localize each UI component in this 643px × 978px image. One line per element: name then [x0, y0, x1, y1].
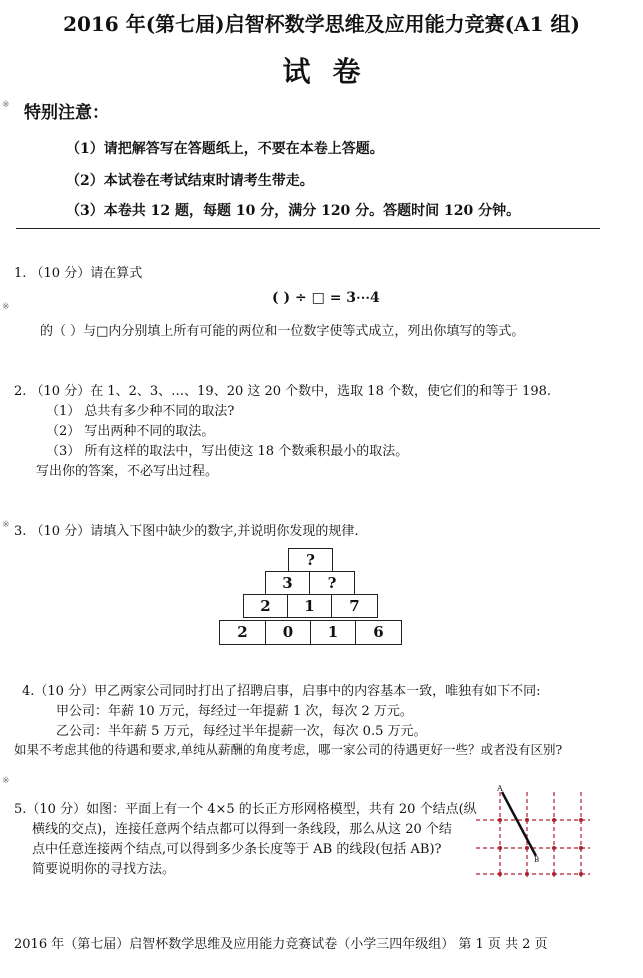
- q1-formula: ( ) ÷ □ = 3⋯4: [272, 290, 380, 306]
- grid-node: [552, 872, 556, 876]
- pyramid-cell: 3: [265, 571, 310, 595]
- pyramid-cell: 2: [219, 620, 266, 645]
- q1-text: 1. （10 分）请在算式: [14, 266, 143, 281]
- margin-mark: ※: [2, 776, 10, 786]
- q2-sub-3: （3） 所有这样的取法中，写出使这 18 个数乘积最小的取法。: [46, 444, 409, 459]
- grid-node: [498, 846, 502, 850]
- q2-sub-1: （1） 总共有多少种不同的取法?: [46, 404, 235, 419]
- q3-text: 3. （10 分）请填入下图中缺少的数字,并说明你发现的规律.: [14, 524, 359, 539]
- grid-node: [552, 818, 556, 822]
- pyramid-cell: ?: [288, 548, 333, 572]
- pyramid-cell: ?: [309, 571, 355, 595]
- grid-node: [498, 872, 502, 876]
- notice-title: 特别注意：: [24, 103, 109, 123]
- grid-node: [525, 872, 529, 876]
- q1-text-2: 的（ ）与□内分别填上所有可能的两位和一位数字使等式成立，列出你填写的等式。: [40, 324, 525, 339]
- pyramid-cell: 1: [310, 620, 356, 645]
- q4-question: 如果不考虑其他的待遇和要求,单纯从薪酬的角度考虑，哪一家公司的待遇更好一些？或者没有区别?: [14, 742, 563, 757]
- q4-company-b: 乙公司：半年薪 5 万元，每经过半年提薪一次，每次 0.5 万元。: [56, 724, 427, 739]
- q4-text: 4.（10 分）甲乙两家公司同时打出了招聘启事，启事中的内容基本一致，唯独有如下不同:: [22, 684, 541, 699]
- exam-subtitle: 试卷: [282, 55, 383, 88]
- notice-item-1: （1）请把解答写在答题纸上，不要在本卷上答题。: [66, 141, 384, 157]
- label-b: B: [534, 856, 540, 864]
- q5-text-2: 横线的交点)，连接任意两个结点都可以得到一条线段，那么从这 20 个结: [32, 822, 452, 837]
- margin-mark: ※: [2, 520, 10, 530]
- pyramid-cell: 2: [243, 594, 288, 618]
- q2-text: 2. （10 分）在 1、2、3、…、19、20 这 20 个数中，选取 18 个数，使它们的和等于 198.: [14, 384, 552, 399]
- pyramid-cell: 0: [265, 620, 311, 645]
- grid-figure: [470, 782, 600, 882]
- divider: [16, 228, 600, 229]
- pyramid-cell: 1: [287, 594, 332, 618]
- q5-text-3: 点中任意连接两个结点,可以得到多少条长度等于 AB 的线段(包括 AB)?: [32, 842, 442, 857]
- grid-node: [579, 846, 583, 850]
- segment-ab: [502, 792, 536, 856]
- grid-node: [498, 818, 502, 822]
- grid-node: [552, 846, 556, 850]
- q4-company-a: 甲公司：年薪 10 万元，每经过一年提薪 1 次，每次 2 万元。: [56, 704, 413, 719]
- pyramid-cell: 7: [331, 594, 378, 618]
- q2-sub-2: （2） 写出两种不同的取法。: [46, 424, 215, 439]
- exam-title: 2016 年(第七届)启智杯数学思维及应用能力竞赛(A1 组): [63, 12, 580, 36]
- grid-node: [525, 818, 529, 822]
- q2-tail: 写出你的答案，不必写出过程。: [36, 464, 219, 479]
- grid-node: [525, 846, 529, 850]
- margin-mark: ※: [2, 100, 10, 110]
- pyramid-cell: 6: [355, 620, 402, 645]
- notice-item-3: （3）本卷共 12 题，每题 10 分，满分 120 分。答题时间 120 分钟。: [66, 203, 521, 219]
- q5-text-1: 5.（10 分）如图：平面上有一个 4×5 的长正方形网格模型，共有 20 个结点(纵: [14, 802, 477, 817]
- margin-mark: ※: [2, 302, 10, 312]
- grid-node: [579, 872, 583, 876]
- grid-node: [579, 818, 583, 822]
- notice-item-2: （2）本试卷在考试结束时请考生带走。: [66, 173, 314, 189]
- label-a: A: [497, 784, 503, 793]
- q5-text-4: 简要说明你的寻找方法。: [32, 862, 176, 877]
- page-footer: 2016 年（第七届）启智杯数学思维及应用能力竞赛试卷（小学三四年级组） 第 1 页 共 2 页: [14, 937, 548, 952]
